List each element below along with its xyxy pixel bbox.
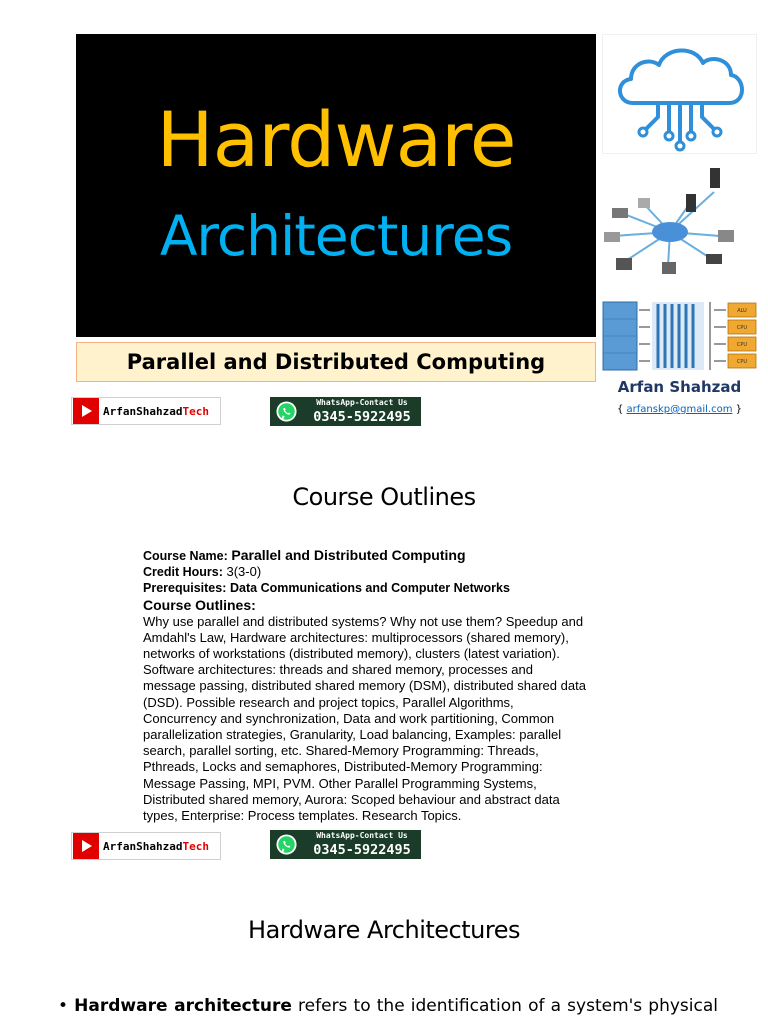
cloud-circuit-image bbox=[602, 34, 757, 154]
credit-hours-label: Credit Hours: bbox=[143, 565, 223, 580]
course-details bbox=[143, 547, 633, 824]
channel-suffix: Tech bbox=[182, 404, 209, 418]
course-name-row bbox=[143, 547, 633, 564]
outline-line: Software architectures: threads and shared memory, processes and bbox=[143, 662, 533, 678]
course-name-value: Parallel and Distributed Computing bbox=[231, 547, 466, 563]
youtube-channel-name bbox=[103, 405, 209, 418]
whatsapp-icon bbox=[275, 400, 298, 423]
whatsapp-label: WhatsApp-Contact Us bbox=[316, 398, 408, 407]
whatsapp-icon bbox=[275, 833, 298, 856]
youtube-channel-badge[interactable] bbox=[71, 397, 221, 425]
channel-name: ArfanShahzad bbox=[103, 404, 183, 418]
outline-line: networks of workstations (distributed memory), clusters (latest variation). bbox=[143, 646, 560, 662]
course-title-box: Parallel and Distributed Computing bbox=[76, 342, 596, 382]
slide-title: Hardware bbox=[156, 95, 516, 184]
whatsapp-number: 0345-5922495 bbox=[313, 409, 411, 425]
whatsapp-contact-badge[interactable] bbox=[270, 830, 421, 859]
outline-line: Message Passing, MPI, PVM. Other Parallel Programming Systems, bbox=[143, 775, 537, 791]
distributed-network-image bbox=[602, 162, 757, 290]
author-name: Arfan Shahzad bbox=[617, 378, 742, 396]
outline-line: Distributed shared memory, Aurora: Scoped behaviour and abstract data bbox=[143, 791, 560, 807]
simd-processor-image bbox=[602, 296, 757, 372]
channel-name: ArfanShahzad bbox=[103, 839, 183, 853]
simd-label: CPU bbox=[736, 359, 748, 365]
course-outlines-body bbox=[143, 614, 633, 825]
hardware-architectures-heading: Hardware Architectures bbox=[248, 916, 520, 944]
bullet-text: refers to the identification of a system's physical bbox=[298, 996, 718, 1016]
outline-line: (DSD). Possible research and project topics, Parallel Algorithms, bbox=[143, 694, 514, 710]
distributed-network-diagram bbox=[602, 162, 757, 290]
brace-open: { bbox=[617, 404, 627, 415]
outline-line: Why use parallel and distributed systems? Why not use them? Speedup and bbox=[143, 613, 584, 629]
simd-processor-diagram bbox=[602, 296, 757, 372]
outline-line: message passing, distributed shared memory (DSM), distributed shared data bbox=[143, 678, 586, 694]
credit-hours-value: 3(3-0) bbox=[226, 564, 262, 580]
outline-line: Amdahl's Law, Hardware architectures: multiprocessors (shared memory), bbox=[143, 629, 569, 645]
course-name-label: Course Name: bbox=[143, 549, 228, 563]
outline-line: search, parallel sorting, etc. Shared-Memory Programming: Threads, bbox=[143, 743, 539, 759]
prerequisites-label: Prerequisites: bbox=[143, 581, 227, 596]
outline-line: Pthreads, Locks and semaphores, Distributed-Memory Programming: bbox=[143, 759, 543, 775]
youtube-channel-badge[interactable] bbox=[71, 832, 221, 860]
author-email-line bbox=[602, 404, 757, 415]
youtube-channel-name bbox=[103, 840, 209, 853]
brace-close: } bbox=[732, 404, 742, 415]
prerequisites-row bbox=[143, 580, 633, 596]
slide-subtitle: Architectures bbox=[159, 204, 513, 268]
simd-label: CPU bbox=[736, 325, 748, 331]
outline-line: parallelization strategies, Granularity, Load balancing, Examples: parallel bbox=[143, 727, 562, 743]
credit-hours-row bbox=[143, 564, 633, 580]
title-banner bbox=[76, 34, 596, 337]
prerequisites-value: Data Communications and Computer Networks bbox=[230, 581, 510, 596]
whatsapp-number: 0345-5922495 bbox=[313, 842, 411, 858]
outline-line: Concurrency and synchronization, Data and work partitioning, Common bbox=[143, 710, 555, 726]
outline-line: types, Enterprise: Process templates. Research Topics. bbox=[143, 808, 462, 824]
whatsapp-contact-badge[interactable] bbox=[270, 397, 421, 426]
play-icon bbox=[73, 833, 99, 859]
bullet-item: • Hardware architecture refers to the identification of a system's physical bbox=[58, 996, 718, 1016]
cloud-circuit-icon bbox=[603, 35, 758, 155]
simd-label: CPU bbox=[736, 342, 748, 348]
course-outlines-heading: Course Outlines bbox=[292, 483, 476, 511]
whatsapp-label: WhatsApp-Contact Us bbox=[316, 831, 408, 840]
channel-suffix: Tech bbox=[182, 839, 209, 853]
bullet-term: Hardware architecture bbox=[74, 996, 292, 1016]
course-outlines-label: Course Outlines: bbox=[143, 596, 256, 613]
author-email-link[interactable]: arfanskp@gmail.com bbox=[626, 404, 733, 415]
play-icon bbox=[73, 398, 99, 424]
simd-label: ALU bbox=[737, 308, 747, 314]
